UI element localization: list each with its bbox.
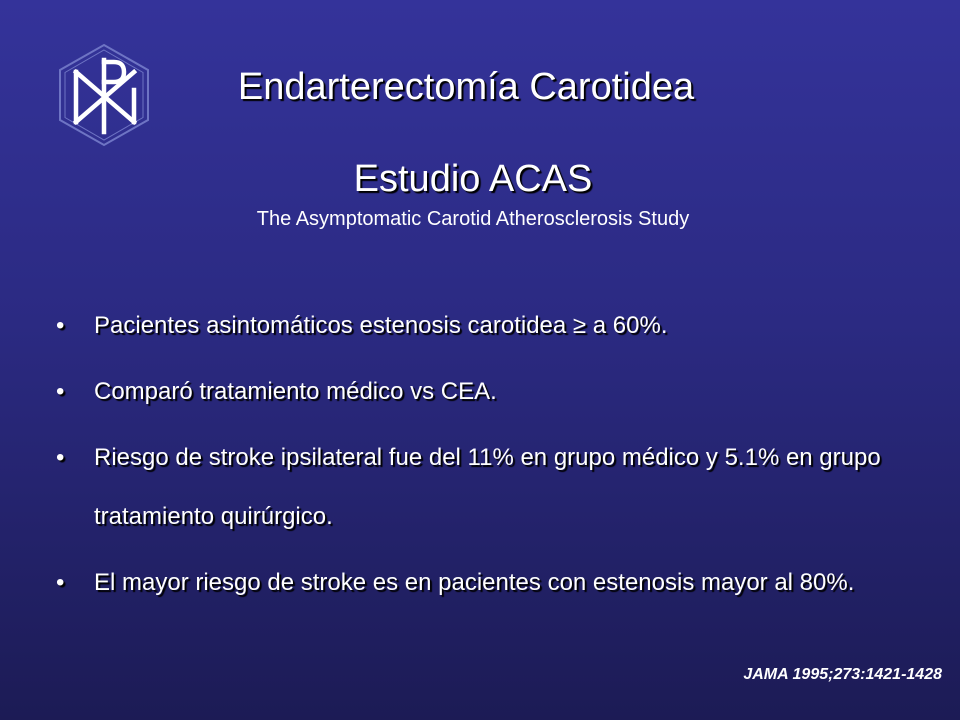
bullet-icon: • bbox=[56, 444, 65, 471]
bullet-icon: • bbox=[56, 312, 65, 339]
study-caption: The Asymptomatic Carotid Atherosclerosis Study bbox=[256, 208, 690, 230]
bullet-list bbox=[56, 296, 936, 619]
bullet-item bbox=[56, 553, 936, 612]
slide-subtitle: Estudio ACAS bbox=[353, 158, 593, 200]
bullet-text: El mayor riesgo de stroke es en pacientes con estenosis mayor al 80%. bbox=[94, 569, 855, 596]
bullet-text: Comparó tratamiento médico vs CEA. bbox=[94, 378, 497, 405]
citation: JAMA 1995;273:1421-1428 bbox=[743, 666, 942, 683]
bullet-item bbox=[56, 296, 936, 355]
bullet-item bbox=[56, 428, 936, 546]
bullet-text: Riesgo de stroke ipsilateral fue del 11% en grupo médico y 5.1% en grupo tratamiento quirúrgico. bbox=[94, 444, 881, 530]
bullet-icon: • bbox=[56, 569, 65, 596]
bullet-text: Pacientes asintomáticos estenosis carotidea ≥ a 60%. bbox=[94, 312, 668, 339]
bullet-item bbox=[56, 362, 936, 421]
bullet-icon: • bbox=[56, 378, 65, 405]
slide-title: Endarterectomía Carotidea bbox=[237, 66, 695, 108]
